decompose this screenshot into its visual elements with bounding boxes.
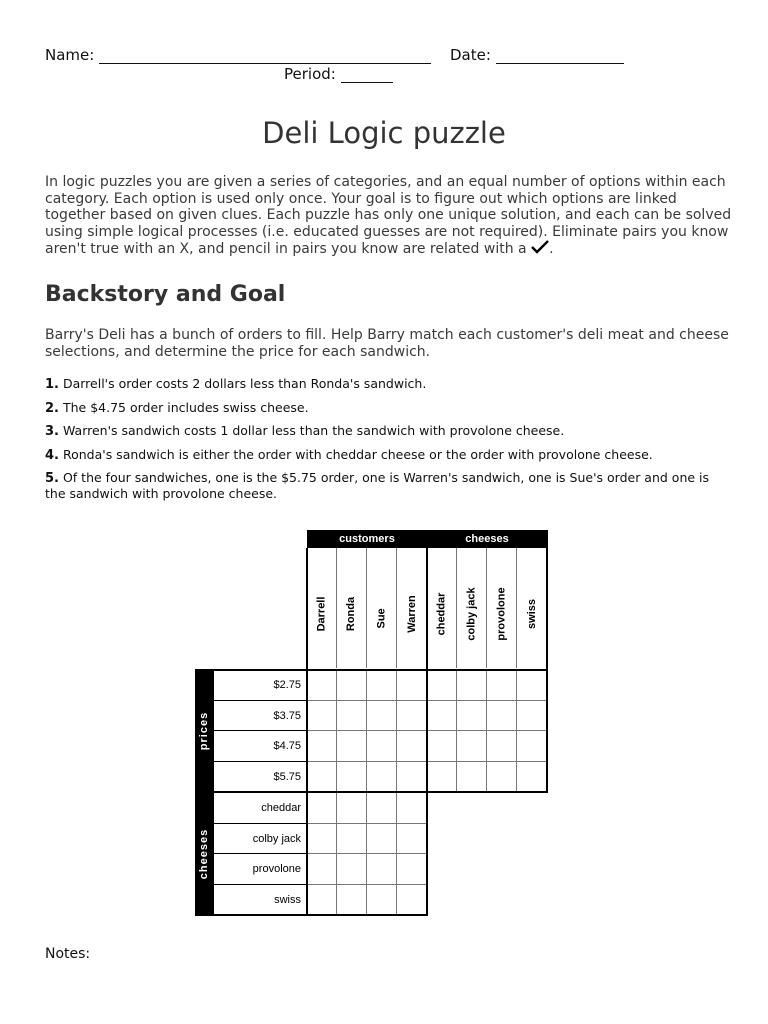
grid-cell[interactable] [307, 885, 337, 916]
grid-cell[interactable] [397, 854, 427, 885]
grid-cell[interactable] [337, 701, 367, 732]
grid-cell[interactable] [307, 854, 337, 885]
grid-cell[interactable] [517, 762, 547, 793]
grid-cell[interactable] [457, 731, 487, 762]
row-header: provolone [252, 863, 301, 875]
category-cheeses-top: cheeses [427, 530, 547, 548]
row-header: swiss [274, 893, 301, 906]
category-customers: customers [307, 530, 427, 548]
checkmark-icon [531, 240, 549, 254]
name-field[interactable] [45, 46, 431, 64]
grid-cell[interactable] [397, 885, 427, 916]
row-header: $5.75 [273, 770, 301, 783]
grid-cell[interactable] [397, 762, 427, 793]
grid-cell[interactable] [457, 762, 487, 793]
grid-cell[interactable] [517, 670, 547, 701]
period-line [341, 68, 393, 83]
grid-cell[interactable] [427, 701, 457, 732]
grid-cell[interactable] [337, 793, 367, 824]
column-header: cheddar [427, 548, 457, 668]
period-label: Period: [284, 65, 336, 83]
grid-cell[interactable] [487, 731, 517, 762]
grid-cell[interactable] [307, 731, 337, 762]
column-header: Darrell [307, 548, 337, 668]
grid-cell[interactable] [517, 701, 547, 732]
category-prices: prices [195, 670, 213, 792]
category-cheeses-side: cheeses [195, 792, 213, 916]
name-label: Name: [45, 46, 95, 64]
grid-border [426, 548, 428, 916]
grid-cell[interactable] [367, 824, 397, 855]
period-field[interactable] [284, 65, 393, 83]
grid-cell[interactable] [427, 670, 457, 701]
grid-border [213, 730, 307, 731]
date-label: Date: [450, 46, 491, 64]
row-header: $4.75 [273, 740, 301, 752]
grid-cell[interactable] [457, 670, 487, 701]
grid-cell[interactable] [487, 762, 517, 793]
grid-border [213, 761, 307, 762]
intro-text: In logic puzzles you are given a series of categories, and an equal number of options within each category. Each option is used only once. Your goal is to figure out which options are linked together based on given clues. Each puzzle has only one unique solution, and each can be solved using simple logical processes (i.e. educated guesses are not required). Eliminate pairs you know aren't true with an X, and pencil in pairs you know are related with a [45, 174, 732, 257]
grid-cell[interactable] [367, 731, 397, 762]
clue-list [45, 377, 725, 509]
date-line [496, 49, 624, 64]
grid-cell[interactable] [337, 670, 367, 701]
grid-cell[interactable] [367, 670, 397, 701]
grid-cell[interactable] [307, 793, 337, 824]
grid-border [213, 823, 307, 824]
grid-cell[interactable] [307, 762, 337, 793]
grid-cell[interactable] [367, 854, 397, 885]
grid-cell[interactable] [397, 701, 427, 732]
grid-cell[interactable] [337, 762, 367, 793]
column-header: colby jack [457, 548, 487, 668]
grid-cell[interactable] [397, 824, 427, 855]
name-line [99, 49, 431, 64]
grid-border [195, 791, 548, 793]
section-heading: Backstory and Goal [45, 282, 286, 307]
grid-cell[interactable] [367, 885, 397, 916]
grid-border [213, 884, 307, 885]
column-header: Warren [397, 548, 427, 668]
clue-item: 1. Darrell's order costs 2 dollars less than Ronda's sandwich. [45, 376, 427, 392]
grid-cell[interactable] [337, 824, 367, 855]
grid-cell[interactable] [337, 854, 367, 885]
grid-border [546, 530, 548, 793]
grid-cell[interactable] [397, 670, 427, 701]
row-header: cheddar [261, 802, 301, 814]
notes-label: Notes: [45, 946, 91, 962]
grid-cell[interactable] [397, 793, 427, 824]
grid-border [213, 700, 307, 701]
grid-border [306, 548, 308, 916]
grid-cell[interactable] [367, 762, 397, 793]
grid-cell[interactable] [487, 701, 517, 732]
grid-cell[interactable] [337, 731, 367, 762]
column-header: swiss [517, 548, 547, 668]
grid-cell[interactable] [337, 885, 367, 916]
grid-border [195, 914, 428, 916]
grid-cell[interactable] [427, 731, 457, 762]
clue-item: 5. Of the four sandwiches, one is the $5.75 order, one is Warren's sandwich, one is Sue's order and one is the sandwich with provolone cheese. [45, 470, 710, 501]
grid-cell[interactable] [307, 824, 337, 855]
grid-cell[interactable] [367, 701, 397, 732]
row-header: colby jack [252, 832, 301, 845]
intro-paragraph [45, 174, 735, 258]
grid-cell[interactable] [367, 793, 397, 824]
row-header: $3.75 [273, 709, 301, 722]
backstory-text: Barry's Deli has a bunch of orders to fill. Help Barry match each customer's deli meat and cheese selections, and determine the price for each sandwich. [45, 327, 729, 360]
grid-cell[interactable] [487, 670, 517, 701]
grid-cell[interactable] [307, 701, 337, 732]
intro-end: . [549, 241, 554, 257]
column-header: provolone [487, 548, 517, 668]
grid-cell[interactable] [517, 731, 547, 762]
column-header: Sue [367, 548, 397, 668]
clue-item: 3. Warren's sandwich costs 1 dollar less than the sandwich with provolone cheese. [45, 423, 565, 439]
grid-border [213, 853, 307, 854]
grid-cell[interactable] [397, 731, 427, 762]
grid-cell[interactable] [457, 701, 487, 732]
row-header: $2.75 [273, 679, 301, 691]
page-title: Deli Logic puzzle [262, 116, 506, 150]
clue-item: 4. Ronda's sandwich is either the order with cheddar cheese or the order with provolone cheese. [45, 446, 653, 463]
column-header: Ronda [337, 548, 367, 668]
grid-cell[interactable] [427, 762, 457, 793]
grid-border [195, 669, 548, 671]
clue-item: 2. The $4.75 order includes swiss cheese. [45, 399, 309, 416]
grid-cell[interactable] [307, 670, 337, 701]
date-field[interactable] [450, 46, 624, 64]
